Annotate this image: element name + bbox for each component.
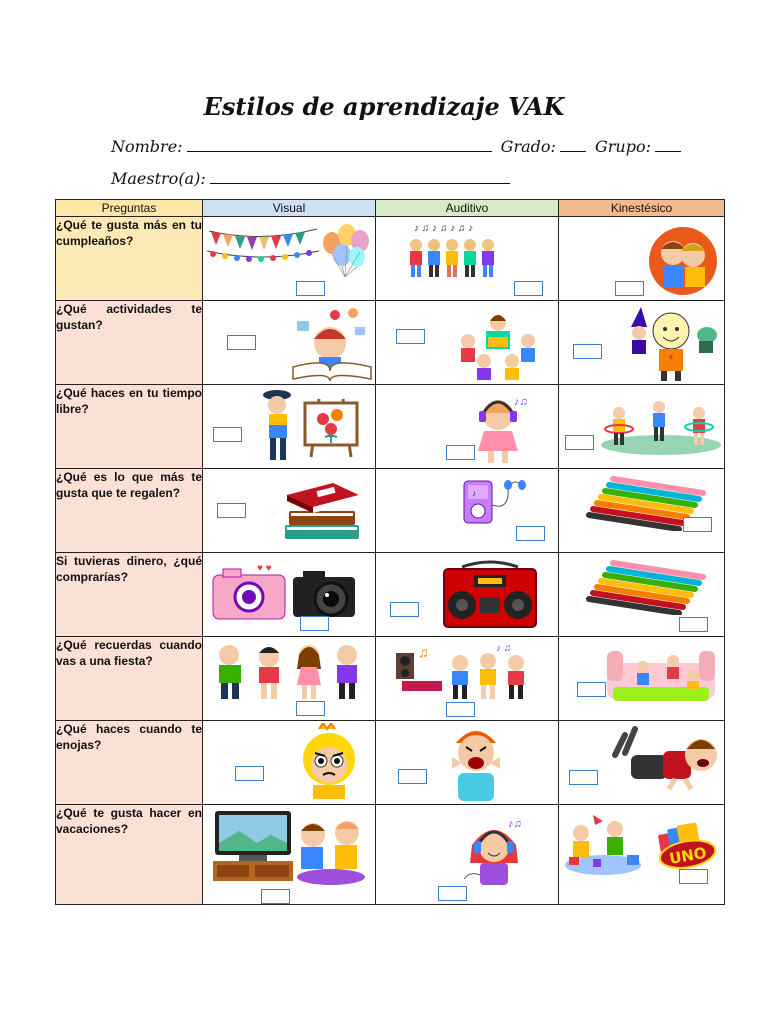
maestro-label: Maestro(a):	[111, 169, 206, 188]
question-cell: ¿Qué haces cuando te enojas?	[56, 721, 203, 805]
table-row	[56, 721, 725, 805]
auditivo-cell	[376, 469, 559, 553]
svg-text:♪♫: ♪♫	[508, 818, 522, 830]
kinestesico-checkbox[interactable]	[577, 682, 606, 697]
angry-face-icon	[299, 723, 359, 801]
auditivo-checkbox[interactable]	[446, 702, 475, 717]
kinestesico-cell	[559, 721, 725, 805]
auditivo-cell	[376, 805, 559, 905]
page-title: Estilos de aprendizaje VAK	[203, 92, 565, 121]
svg-text:♪ ♫ ♪ ♫ ♪ ♫ ♪: ♪ ♫ ♪ ♫ ♪ ♫ ♪	[414, 223, 474, 234]
auditivo-cell	[376, 637, 559, 721]
header-kinestesico: Kinestésico	[559, 200, 725, 217]
books-icon	[277, 475, 365, 547]
visual-cell	[203, 721, 376, 805]
kids-hugging-icon	[645, 223, 721, 299]
table-row	[56, 805, 725, 905]
svg-text:♪ ♫: ♪ ♫	[496, 643, 512, 654]
party-people-icon	[209, 641, 369, 703]
visual-checkbox[interactable]	[217, 503, 246, 518]
visual-cell	[203, 217, 376, 301]
header-preguntas: Preguntas	[56, 200, 203, 217]
kinestesico-checkbox[interactable]	[569, 770, 598, 785]
nombre-field[interactable]	[187, 137, 492, 152]
maestro-field[interactable]	[210, 169, 510, 184]
table-row	[56, 637, 725, 721]
kinestesico-cell	[559, 217, 725, 301]
auditivo-checkbox[interactable]	[390, 602, 419, 617]
maestro-line	[111, 169, 514, 188]
question-cell: ¿Qué recuerdas cuando vas a una fiesta?	[56, 637, 203, 721]
kinestesico-cell	[559, 301, 725, 385]
auditivo-checkbox[interactable]	[516, 526, 545, 541]
bouncy-castle-icon	[603, 643, 721, 703]
visual-cell	[203, 553, 376, 637]
grado-field[interactable]	[560, 137, 586, 152]
visual-checkbox[interactable]	[300, 616, 329, 631]
auditivo-checkbox[interactable]	[446, 445, 475, 460]
visual-checkbox[interactable]	[227, 335, 256, 350]
storytelling-group-icon	[456, 307, 540, 381]
question-cell: ¿Qué actividades te gustan?	[56, 301, 203, 385]
painting-child-icon	[259, 387, 359, 467]
auditivo-checkbox[interactable]	[396, 329, 425, 344]
table-row	[56, 385, 725, 469]
kinestesico-cell	[559, 805, 725, 905]
visual-checkbox[interactable]	[296, 281, 325, 296]
visual-cell	[203, 637, 376, 721]
kinestesico-checkbox[interactable]	[683, 517, 712, 532]
header-visual: Visual	[203, 200, 376, 217]
uno-logo-text: UNO	[667, 843, 708, 868]
table-row	[56, 469, 725, 553]
reading-book-icon	[285, 305, 375, 383]
mp3-player-icon	[460, 477, 530, 527]
kinestesico-cell	[559, 553, 725, 637]
visual-cell	[203, 469, 376, 553]
kinestesico-cell	[559, 469, 725, 553]
question-cell: ¿Qué te gusta más en tu cumpleaños?	[56, 217, 203, 301]
table-row	[56, 301, 725, 385]
kids-dancing-music-icon	[392, 641, 542, 703]
table-row	[56, 553, 725, 637]
puppet-show-icon	[623, 305, 719, 383]
shouting-child-icon	[436, 723, 516, 803]
grupo-label: Grupo:	[594, 137, 651, 156]
vak-table	[55, 199, 725, 905]
kinestesico-cell	[559, 637, 725, 721]
question-cell: ¿Qué te gusta hacer en vacaciones?	[56, 805, 203, 905]
kinestesico-checkbox[interactable]	[679, 869, 708, 884]
kids-playing-hoops-icon	[599, 393, 721, 459]
visual-checkbox[interactable]	[261, 889, 290, 904]
visual-checkbox[interactable]	[296, 701, 325, 716]
plasticine-icon	[579, 559, 707, 615]
child-headphones-icon	[468, 389, 538, 465]
kinestesico-cell	[559, 385, 725, 469]
visual-checkbox[interactable]	[213, 427, 242, 442]
svg-text:♫: ♫	[418, 644, 429, 660]
auditivo-cell	[376, 217, 559, 301]
birthday-decoration-icon	[207, 221, 375, 277]
tantrum-child-icon	[605, 725, 721, 791]
auditivo-checkbox[interactable]	[514, 281, 543, 296]
kinestesico-checkbox[interactable]	[565, 435, 594, 450]
svg-text:♪♫: ♪♫	[514, 396, 528, 408]
question-cell: ¿Qué haces en tu tiempo libre?	[56, 385, 203, 469]
auditivo-cell	[376, 301, 559, 385]
svg-text:♥ ♥: ♥ ♥	[257, 563, 272, 574]
header-row	[56, 200, 725, 217]
kinestesico-checkbox[interactable]	[615, 281, 644, 296]
camera-icon	[207, 557, 367, 621]
grado-label: Grado:	[500, 137, 556, 156]
auditivo-cell	[376, 553, 559, 637]
visual-cell	[203, 805, 376, 905]
grupo-field[interactable]	[655, 137, 681, 152]
watching-tv-icon	[209, 807, 369, 887]
visual-cell	[203, 301, 376, 385]
kinestesico-checkbox[interactable]	[679, 617, 708, 632]
kids-singing-icon	[404, 221, 510, 281]
question-cell: Si tuvieras dinero, ¿qué comprarías?	[56, 553, 203, 637]
auditivo-cell	[376, 721, 559, 805]
table-row	[56, 217, 725, 301]
auditivo-checkbox[interactable]	[398, 769, 427, 784]
question-cell: ¿Qué es lo que más te gusta que te regalen?	[56, 469, 203, 553]
auditivo-checkbox[interactable]	[438, 886, 467, 901]
name-grade-group-line	[111, 137, 685, 156]
header-auditivo: Auditivo	[376, 200, 559, 217]
auditivo-cell	[376, 385, 559, 469]
visual-cell	[203, 385, 376, 469]
nombre-label: Nombre:	[111, 137, 183, 156]
girl-headphones-icon	[460, 815, 530, 895]
kinestesico-checkbox[interactable]	[573, 344, 602, 359]
boombox-radio-icon	[440, 559, 540, 631]
svg-text:♪: ♪	[472, 489, 476, 498]
visual-checkbox[interactable]	[235, 766, 264, 781]
